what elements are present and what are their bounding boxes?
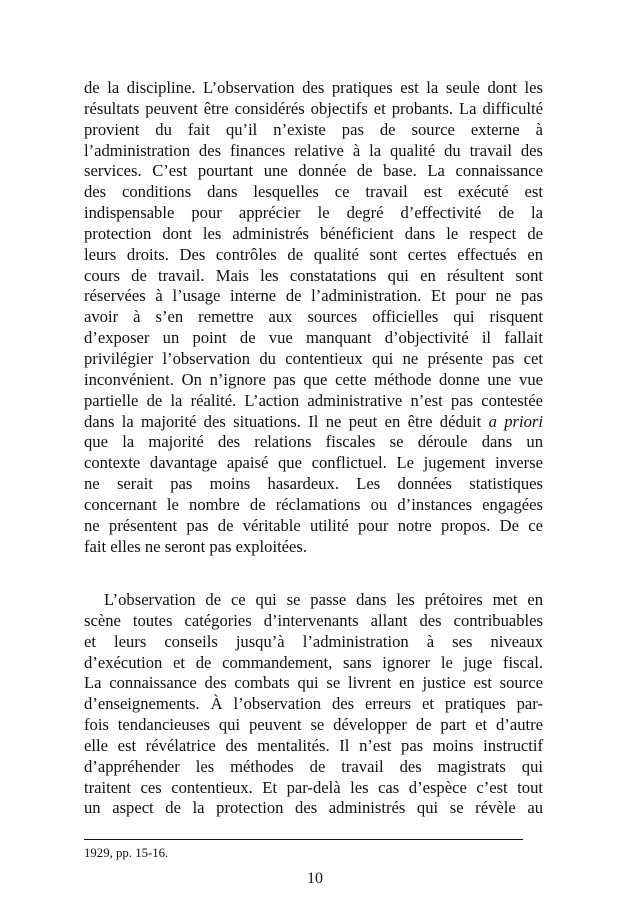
text-line: d’appréhender les méthodes de travail des magistrats qui — [84, 756, 543, 776]
text-segment: dans la majorité des situations. Il ne peut en être déduit — [84, 411, 489, 431]
footnote-separator — [84, 839, 523, 840]
text-line: contexte davantage apaisé que conflictuel. Le jugement inverse — [84, 453, 543, 473]
text-line: cours de travail. Mais les constatations qui en résultent sont — [84, 265, 543, 285]
text-line: un aspect de la protection des administrés qui se révèle au — [84, 798, 543, 818]
text-line: d’exécution et de commandement, sans ignorer le juge fiscal. — [84, 652, 543, 672]
text-line: leurs droits. Des contrôles de qualité sont certes effectués en — [84, 244, 543, 264]
text-line: l’administration des finances relative à la qualité du travail des — [84, 140, 543, 160]
text-line: elle est révélatrice des mentalités. Il n’est pas moins instructif — [84, 735, 543, 755]
text-line: protection dont les administrés bénéficient dans le respect de — [84, 223, 543, 243]
text-line: inconvénient. On n’ignore pas que cette méthode donne une vue — [84, 369, 543, 389]
body-paragraph-1 — [84, 78, 543, 557]
text-line-with-italic — [84, 412, 543, 433]
text-line: traitent ces contentieux. Et par-delà les cas d’espèce c’est tout — [84, 777, 543, 797]
text-line: ne serait pas moins hasardeux. Les données statistiques — [84, 474, 543, 494]
text-line: de la discipline. L’observation des pratiques est la seule dont les — [84, 78, 543, 97]
text-line: provient du fait qu’il n’existe pas de source externe à — [84, 119, 543, 139]
text-line: privilégier l’observation du contentieux qui ne présente pas cet — [84, 348, 543, 368]
body-paragraph-2 — [84, 590, 543, 819]
text-line: indispensable pour apprécier le degré d’effectivité de la — [84, 203, 543, 223]
text-line: partielle de la réalité. L’action administrative n’est pas contestée — [84, 390, 543, 410]
text-line: fait elles ne seront pas exploitées. — [84, 536, 308, 556]
text-line: que la majorité des relations fiscales se déroule dans un — [84, 432, 543, 452]
italic-phrase: a priori — [488, 411, 543, 431]
text-line: fois tendancieuses qui peuvent se développer de part et d’autre — [84, 715, 543, 735]
text-line: La connaissance des combats qui se livrent en justice est source — [84, 673, 543, 693]
text-line: avoir à s’en remettre aux sources officielles qui risquent — [84, 307, 543, 327]
text-line: résultats peuvent être considérés objectifs et probants. La difficulté — [84, 98, 543, 118]
text-line: et leurs conseils jusqu’à l’administration à ses niveaux — [84, 631, 543, 651]
text-line: L’observation de ce qui se passe dans les prétoires met en — [104, 590, 543, 609]
text-line: concernant le nombre de réclamations ou d’instances engagées — [84, 494, 543, 514]
text-line: services. C’est pourtant une donnée de base. La connaissance — [84, 161, 543, 181]
text-line: ne présentent pas de véritable utilité pour notre propos. De ce — [84, 515, 543, 535]
page-number: 10 — [307, 870, 323, 887]
footnote: 1929, pp. 15-16. — [84, 846, 169, 860]
text-line: d’exposer un point de vue manquant d’objectivité il fallait — [84, 328, 543, 348]
text-line: des conditions dans lesquelles ce travail est exécuté est — [84, 182, 543, 202]
text-line: d’enseignements. À l’observation des erreurs et pratiques par- — [84, 694, 543, 714]
text-line: réservées à l’usage interne de l’administration. Et pour ne pas — [84, 286, 543, 306]
text-line: scène toutes catégories d’intervenants allant des contribuables — [84, 610, 543, 630]
